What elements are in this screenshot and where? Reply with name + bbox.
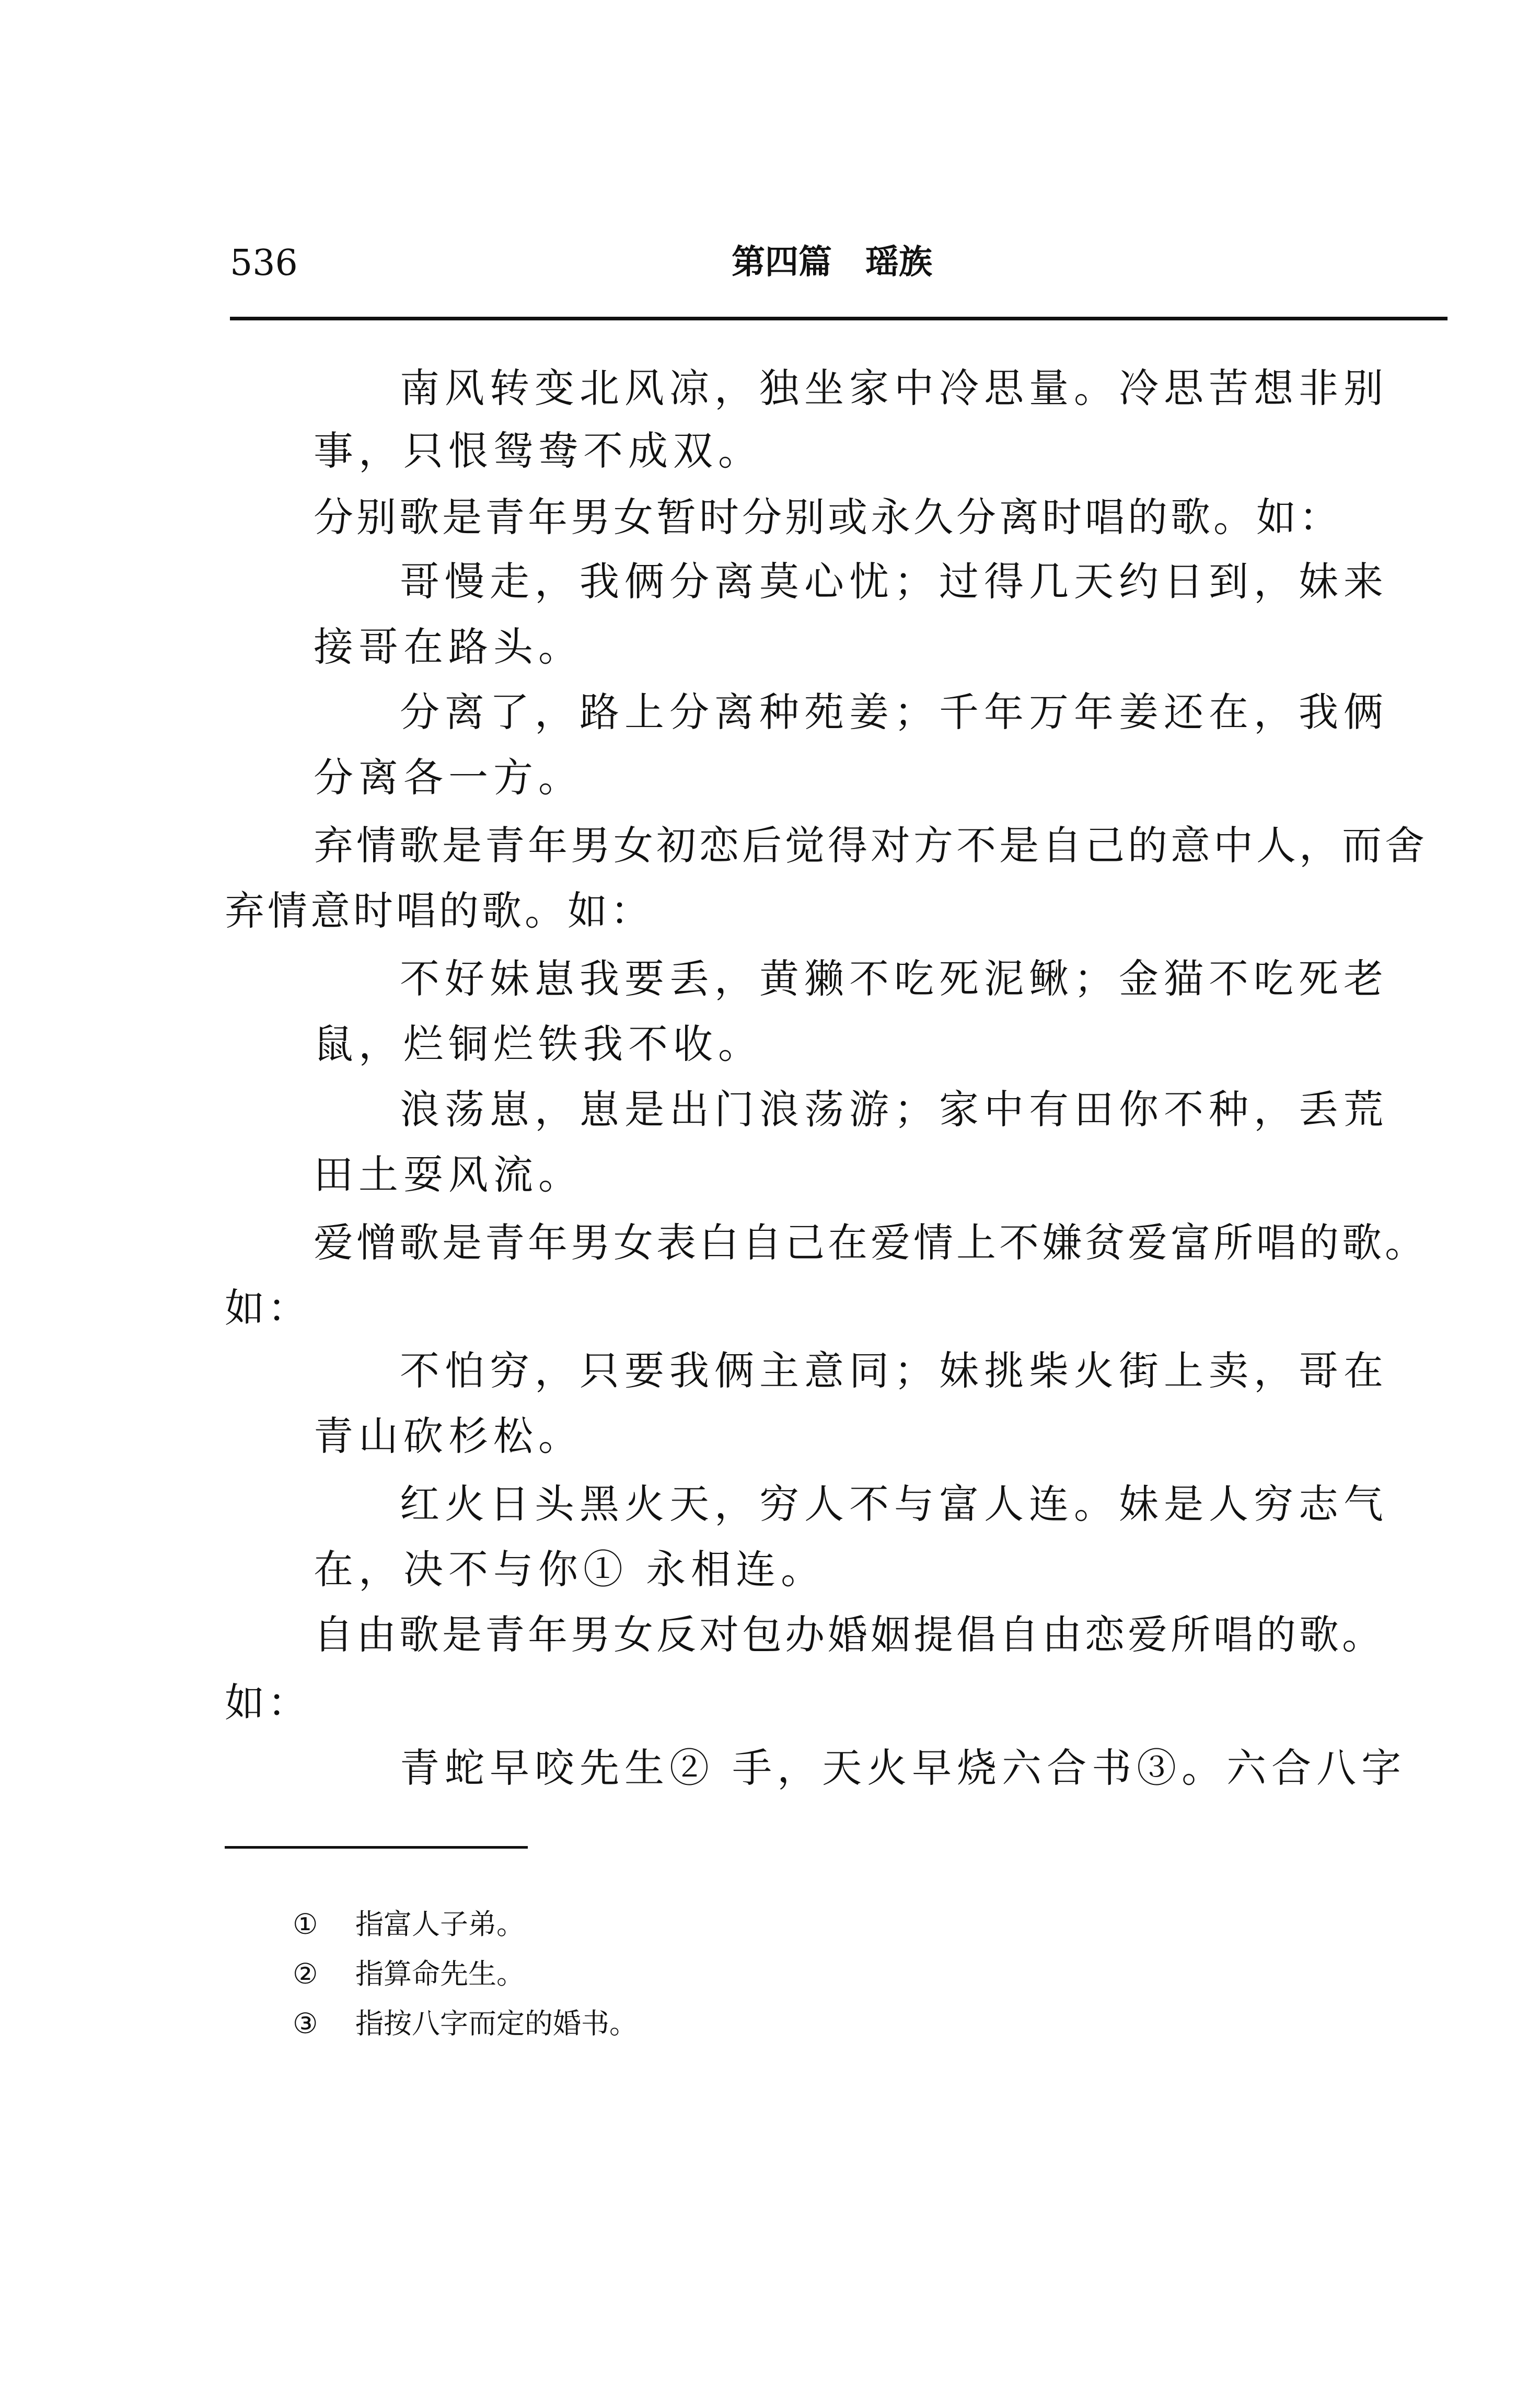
verse-line: 红火日头黑火天，穷人不与富人连。妹是人穷志气 — [400, 1481, 1388, 1527]
footnote-text: 指按八字而定的婚书。 — [355, 2007, 638, 2040]
footnote — [293, 1957, 525, 1990]
footnote-mark: ③ — [293, 2007, 318, 2040]
paragraph-line: 如： — [225, 1679, 310, 1726]
paragraph-line: 弃情意时唱的歌。如： — [225, 887, 653, 934]
paragraph-line: 如： — [225, 1285, 310, 1331]
footnote — [293, 2007, 638, 2040]
page-number: 536 — [230, 243, 298, 284]
verse-line: 哥慢走，我俩分离莫心忧；过得几天约日到，妹来 — [400, 558, 1388, 605]
verse-line: 田土耍风流。 — [314, 1151, 583, 1198]
verse-line: 鼠，烂铜烂铁我不收。 — [314, 1021, 763, 1067]
verse-line: 不好妹崽我要丢，黄獭不吃死泥鳅；金猫不吃死老 — [400, 955, 1388, 1002]
footnote — [293, 1910, 525, 1939]
footnote-text: 指富人子弟。 — [355, 1908, 525, 1941]
verse-line: 分离各一方。 — [314, 754, 583, 801]
verse-line: 青蛇早咬先生② 手，天火早烧六合书③。六合八字 — [400, 1745, 1407, 1791]
header-rule — [230, 317, 1448, 320]
footnote-mark: ② — [293, 1957, 318, 1990]
paragraph-line: 分别歌是青年男女暂时分别或永久分离时唱的歌。如： — [314, 494, 1342, 540]
verse-line: 事，只恨鸳鸯不成双。 — [314, 428, 763, 474]
verse-line: 接哥在路头。 — [314, 624, 583, 670]
running-head-title: 第四篇 瑶族 — [732, 243, 932, 282]
verse-line: 青山砍杉松。 — [314, 1413, 583, 1459]
paragraph-line: 自由歌是青年男女反对包办婚姻提倡自由恋爱所唱的歌。 — [314, 1611, 1385, 1658]
footnote-text: 指算命先生。 — [355, 1957, 525, 1990]
paragraph-line: 弃情歌是青年男女初恋后觉得对方不是自己的意中人，而舍 — [314, 822, 1428, 869]
verse-line: 分离了，路上分离种苑姜；千年万年姜还在，我俩 — [400, 689, 1388, 735]
verse-line: 不怕穷，只要我俩主意同；妹挑柴火街上卖，哥在 — [400, 1347, 1388, 1394]
paragraph-line: 爱憎歌是青年男女表白自己在爱情上不嫌贫爱富所唱的歌。 — [314, 1219, 1428, 1266]
verse-line: 南风转变北风凉，独坐家中冷思量。冷思苦想非别 — [400, 365, 1388, 411]
footnote-rule — [225, 1846, 528, 1849]
verse-line: 在，决不与你① 永相连。 — [314, 1546, 826, 1593]
footnote-mark: ① — [293, 1908, 318, 1941]
verse-line: 浪荡崽，崽是出门浪荡游；家中有田你不种，丢荒 — [400, 1086, 1388, 1133]
